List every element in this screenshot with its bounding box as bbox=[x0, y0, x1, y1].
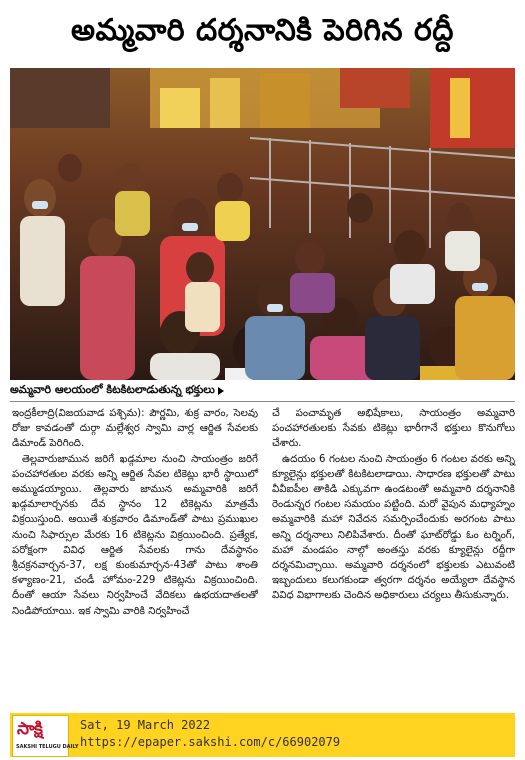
caption-arrow-icon bbox=[218, 387, 224, 395]
article-column-left bbox=[12, 406, 258, 619]
footer-bar bbox=[10, 713, 515, 757]
logo-subtitle: SAKSHI TELUGU DAILY bbox=[16, 744, 79, 750]
article-paragraph: ఉదయం 6 గంటల నుంచి సాయంత్రం 6 గంటల వరకు అన్ని క్యూలైన్లు భక్తులతో కిటకిటలాడాయి. సాధారణ భక్తులతో పాటు వీవీఐపీల తాకిడి ఎక్కువగా ఉండటంతో అమ్మవారి దర్శనానికి రెండున్నర గంటల సమయం పట్టింది. మరో వైపున మధ్యాహ్నం అమ్మవారికి మహా నివేదన సమర్పించేందుకు అరగంట పాటు అన్ని దర్శనాలు నిలిపివేశారు. దీంతో ఘాట్‌రోడ్డు ఓం టర్నింగ్, మహా మండపం నాల్గో అంతస్తు వరకు క్యూలైన్లు రద్దీగా దర్శనమిచ్చాయి. అమ్మవారి దర్శనంలో భక్తులకు ఎటువంటి ఇబ్బందులు కలుగకుండా త్వరగా దర్శనం అయ్యేలా దేవస్థాన వివిధ విభాగాలకు చెందిన అధికారులు చర్యలు తీసుకున్నారు. bbox=[272, 453, 515, 602]
epaper-link[interactable]: https://epaper.sakshi.com/c/66902079 bbox=[80, 735, 341, 749]
sakshi-logo bbox=[12, 715, 79, 757]
photo-caption bbox=[10, 383, 515, 399]
headline: అమ్మవారి దర్శనానికి పెరిగిన రద్దీ bbox=[71, 13, 454, 48]
article-paragraph: చే పంచామృత అభిషేకాలు, సాయంత్రం అమ్మవారి పంచహారతులకు సేవకు టికెట్లు భారీగానే భక్తులు కొనుగోలు చేశారు. bbox=[272, 408, 515, 450]
article-paragraph: తెల్లవారుజామున జరిగే ఖడ్గమాల నుంచి సాయంత్రం జరిగే పంచహారతుల వరకు అన్ని ఆర్జిత సేవల టికెట్లు భారీ స్థాయిలో అమ్ముడయ్యాయి. తెల్లవారు జామున అమ్మవారికి జరిగే ఖడ్గమాలార్చనకు దేవ స్థానం 12 టికెట్లను మాత్రమే విక్రయిస్తుంది. అయితే శుక్రవారం డిమాండ్‌తో పాటు ప్రముఖుల నుంచి సిఫార్సుల మేరకు 16 టికెట్లను విక్రయించింది. ప్రత్యేక, పరోక్షంగా వివిధ ఆర్జిత సేవలకు గాను దేవస్థానం శ్రీచక్రనవార్చన-37, లక్ష కుంకుమార్చన-43తో పాటు శాంతి కళ్యాణం-21, చండీ హోమం-229 టికెట్లను విక్రయించింది. దీంతో ఆయా సేవలు నిర్వహించే వేదికలు ఉభయదాతలతో నిండిపోయాయి. ఇక స్వామి వారికి నిర్వహించే bbox=[12, 453, 258, 617]
edition-date: Sat, 19 March 2022 bbox=[80, 718, 211, 732]
article-column-right bbox=[272, 406, 515, 604]
divider bbox=[10, 401, 515, 402]
crowd-photo bbox=[10, 68, 515, 380]
article-paragraph: ఇంద్రకీలాద్రి(విజయవాడ పశ్చిమ): పౌర్ణమి, శుక్ర వారం, సెలవు రోజు కావడంతో దుర్గా మల్లేశ్వర స్వామి వార్ల ఆర్జిత సేవలకు డిమాండ్ పెరిగింది. bbox=[12, 408, 258, 450]
caption-text: అమ్మవారి ఆలయంలో కిటకిటలాడుతున్న భక్తులు bbox=[10, 383, 215, 396]
logo-text: సాక్షి bbox=[17, 719, 43, 739]
